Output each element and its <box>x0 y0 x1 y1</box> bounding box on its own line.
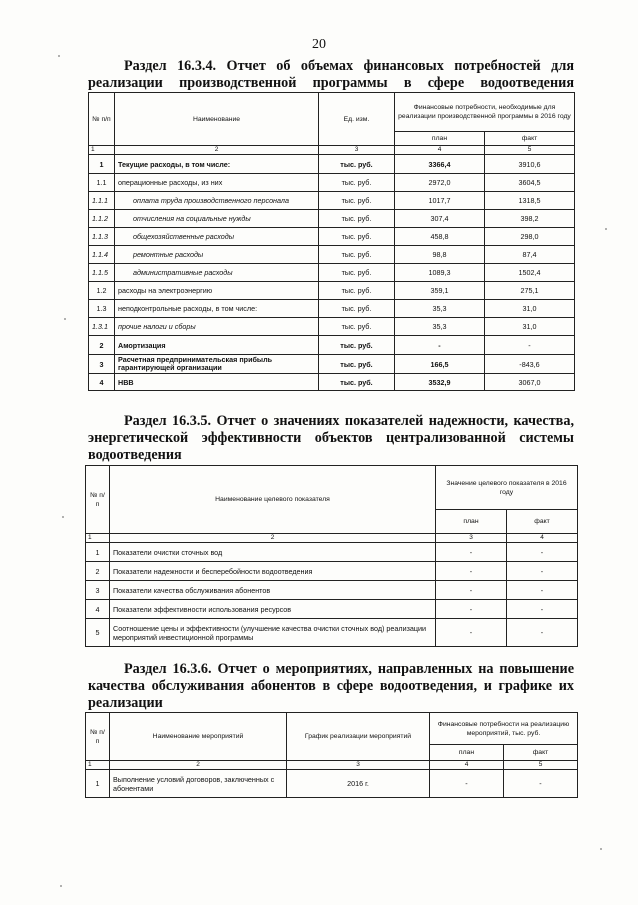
plan-value: 458,8 <box>395 228 485 246</box>
performance-indicators-table <box>85 465 578 647</box>
row-name: прочие налоги и сборы <box>115 318 319 336</box>
column-index: 5 <box>485 146 575 155</box>
column-index-row <box>89 146 575 155</box>
header-name: Наименование <box>115 93 319 146</box>
fact-value: 398,2 <box>485 210 575 228</box>
table-row <box>89 264 575 282</box>
table-row <box>89 246 575 264</box>
column-index: 4 <box>507 534 578 543</box>
measure-name: Выполнение условий договоров, заключенных с абонентами <box>110 770 287 798</box>
table-row <box>89 355 575 374</box>
row-number: 2 <box>86 562 110 581</box>
table-row <box>89 282 575 300</box>
row-unit: тыс. руб. <box>319 246 395 264</box>
column-index: 4 <box>395 146 485 155</box>
row-name: ремонтные расходы <box>115 246 319 264</box>
table-row <box>86 619 578 647</box>
header-fact: факт <box>507 510 578 534</box>
plan-value: - <box>436 581 507 600</box>
row-number: 1.1.3 <box>89 228 115 246</box>
header-num: № п/п <box>86 713 110 761</box>
scan-speck <box>600 848 602 850</box>
section3-heading-line1: Раздел 16.3.6. Отчет о мероприятиях, направленных на повышение <box>124 661 574 677</box>
financial-needs-table <box>88 92 575 391</box>
column-index: 2 <box>110 534 436 543</box>
row-number: 3 <box>86 581 110 600</box>
fact-value: - <box>507 581 578 600</box>
scan-speck <box>62 516 64 518</box>
fact-value: 31,0 <box>485 300 575 318</box>
row-number: 1.2 <box>89 282 115 300</box>
schedule-value: 2016 г. <box>287 770 430 798</box>
plan-value: 3366,4 <box>395 155 485 174</box>
table-row <box>89 192 575 210</box>
plan-value: 307,4 <box>395 210 485 228</box>
row-number: 4 <box>89 374 115 391</box>
row-name: Расчетная предпринимательская прибыль гарантирующей организации <box>115 355 319 374</box>
column-index: 1 <box>89 146 115 155</box>
fact-value: 87,4 <box>485 246 575 264</box>
row-unit: тыс. руб. <box>319 192 395 210</box>
header-measure-name: Наименование мероприятий <box>110 713 287 761</box>
row-unit: тыс. руб. <box>319 228 395 246</box>
row-number: 1.1.2 <box>89 210 115 228</box>
fact-value: -843,6 <box>485 355 575 374</box>
row-unit: тыс. руб. <box>319 374 395 391</box>
row-number: 1.1.1 <box>89 192 115 210</box>
row-number: 5 <box>86 619 110 647</box>
table-row <box>86 600 578 619</box>
plan-value: 166,5 <box>395 355 485 374</box>
fact-value: - <box>507 619 578 647</box>
indicator-name: Соотношение цены и эффективности (улучшение качества очистки сточных вод) реализации мероприятий инвестиционной программы <box>110 619 436 647</box>
header-plan: план <box>430 745 504 761</box>
indicator-name: Показатели надежности и бесперебойности водоотведения <box>110 562 436 581</box>
table-row <box>89 155 575 174</box>
fact-value: 1318,5 <box>485 192 575 210</box>
table-row <box>86 562 578 581</box>
row-name: Амортизация <box>115 336 319 355</box>
row-number: 1.3 <box>89 300 115 318</box>
indicator-name: Показатели очистки сточных вод <box>110 543 436 562</box>
table-row <box>89 300 575 318</box>
row-unit: тыс. руб. <box>319 174 395 192</box>
section3-heading-line2: качества обслуживания абонентов в сфере водоотведения, и графике их <box>88 678 574 694</box>
row-number: 1.1 <box>89 174 115 192</box>
section2-heading <box>88 413 574 464</box>
column-index: 4 <box>430 761 504 770</box>
row-number: 1.3.1 <box>89 318 115 336</box>
plan-value: 98,8 <box>395 246 485 264</box>
row-name: административные расходы <box>115 264 319 282</box>
header-schedule: График реализации мероприятий <box>287 713 430 761</box>
row-number: 1 <box>86 543 110 562</box>
section2-heading-line2: энергетической эффективности объектов централизованной системы <box>88 430 574 446</box>
row-name: операционные расходы, из них <box>115 174 319 192</box>
fact-value: - <box>507 562 578 581</box>
table-row <box>89 374 575 391</box>
row-unit: тыс. руб. <box>319 282 395 300</box>
fact-value: 3067,0 <box>485 374 575 391</box>
fact-value: - <box>507 543 578 562</box>
section2-heading-line1: Раздел 16.3.5. Отчет о значениях показателей надежности, качества, <box>124 413 574 429</box>
row-unit: тыс. руб. <box>319 210 395 228</box>
column-index-row <box>86 534 578 543</box>
row-name: НВВ <box>115 374 319 391</box>
header-fact: факт <box>504 745 578 761</box>
row-number: 1 <box>89 155 115 174</box>
plan-value: 359,1 <box>395 282 485 300</box>
column-index: 2 <box>110 761 287 770</box>
header-num: № п/п <box>86 466 110 534</box>
column-index: 3 <box>319 146 395 155</box>
row-number: 3 <box>89 355 115 374</box>
plan-value: - <box>395 336 485 355</box>
section1-heading-line1: Раздел 16.3.4. Отчет об объемах финансовых потребностей для <box>124 58 574 74</box>
header-plan: план <box>436 510 507 534</box>
table-row <box>89 336 575 355</box>
table-row <box>86 770 578 798</box>
row-number: 1 <box>86 770 110 798</box>
row-unit: тыс. руб. <box>319 355 395 374</box>
fact-value: 31,0 <box>485 318 575 336</box>
column-index: 5 <box>504 761 578 770</box>
fact-value: 1502,4 <box>485 264 575 282</box>
table-row <box>89 228 575 246</box>
row-unit: тыс. руб. <box>319 318 395 336</box>
scan-speck <box>605 228 607 230</box>
table-row <box>89 210 575 228</box>
service-measures-table <box>85 712 578 798</box>
fact-value: 275,1 <box>485 282 575 300</box>
section1-heading <box>88 58 574 92</box>
plan-value: 3532,9 <box>395 374 485 391</box>
column-index: 3 <box>287 761 430 770</box>
section1-heading-line2: реализации производственной программы в сфере водоотведения <box>88 75 574 91</box>
scan-speck <box>58 55 60 57</box>
column-index: 1 <box>86 761 110 770</box>
column-index-row <box>86 761 578 770</box>
page-number: 20 <box>312 37 326 52</box>
plan-value: - <box>436 600 507 619</box>
row-number: 1.1.4 <box>89 246 115 264</box>
row-unit: тыс. руб. <box>319 155 395 174</box>
row-unit: тыс. руб. <box>319 264 395 282</box>
header-financial-needs: Финансовые потребности, необходимые для реализации производственной программы в 2016 году <box>395 93 575 132</box>
header-num: № п/п <box>89 93 115 146</box>
table-row <box>89 318 575 336</box>
plan-value: - <box>436 562 507 581</box>
row-unit: тыс. руб. <box>319 300 395 318</box>
header-financial-needs: Финансовые потребности на реализацию мероприятий, тыс. руб. <box>430 713 578 745</box>
row-name: отчисления на социальные нужды <box>115 210 319 228</box>
table-row <box>89 174 575 192</box>
row-name: общехозяйственные расходы <box>115 228 319 246</box>
plan-value: 1017,7 <box>395 192 485 210</box>
header-plan: план <box>395 132 485 146</box>
row-unit: тыс. руб. <box>319 336 395 355</box>
row-name: неподконтрольные расходы, в том числе: <box>115 300 319 318</box>
row-name: Текущие расходы, в том числе: <box>115 155 319 174</box>
plan-value: 2972,0 <box>395 174 485 192</box>
column-index: 1 <box>86 534 110 543</box>
fact-value: - <box>485 336 575 355</box>
section3-heading-line3: реализации <box>88 695 163 711</box>
table-row <box>86 581 578 600</box>
fact-value: 3604,5 <box>485 174 575 192</box>
header-fact: факт <box>485 132 575 146</box>
row-name: расходы на электроэнергию <box>115 282 319 300</box>
indicator-name: Показатели качества обслуживания абонентов <box>110 581 436 600</box>
header-target-value: Значение целевого показателя в 2016 году <box>436 466 578 510</box>
fact-value: - <box>504 770 578 798</box>
fact-value: 298,0 <box>485 228 575 246</box>
plan-value: 35,3 <box>395 300 485 318</box>
plan-value: - <box>436 543 507 562</box>
plan-value: 35,3 <box>395 318 485 336</box>
header-unit: Ед. изм. <box>319 93 395 146</box>
indicator-name: Показатели эффективности использования ресурсов <box>110 600 436 619</box>
fact-value: 3910,6 <box>485 155 575 174</box>
row-number: 4 <box>86 600 110 619</box>
section2-heading-line3: водоотведения <box>88 447 182 463</box>
scan-speck <box>60 885 62 887</box>
column-index: 3 <box>436 534 507 543</box>
plan-value: - <box>436 619 507 647</box>
row-number: 2 <box>89 336 115 355</box>
section3-heading <box>88 661 574 712</box>
scan-speck <box>64 318 66 320</box>
column-index: 2 <box>115 146 319 155</box>
plan-value: 1089,3 <box>395 264 485 282</box>
header-indicator-name: Наименование целевого показателя <box>110 466 436 534</box>
row-name: оплата труда производственного персонала <box>115 192 319 210</box>
plan-value: - <box>430 770 504 798</box>
fact-value: - <box>507 600 578 619</box>
row-number: 1.1.5 <box>89 264 115 282</box>
table-row <box>86 543 578 562</box>
